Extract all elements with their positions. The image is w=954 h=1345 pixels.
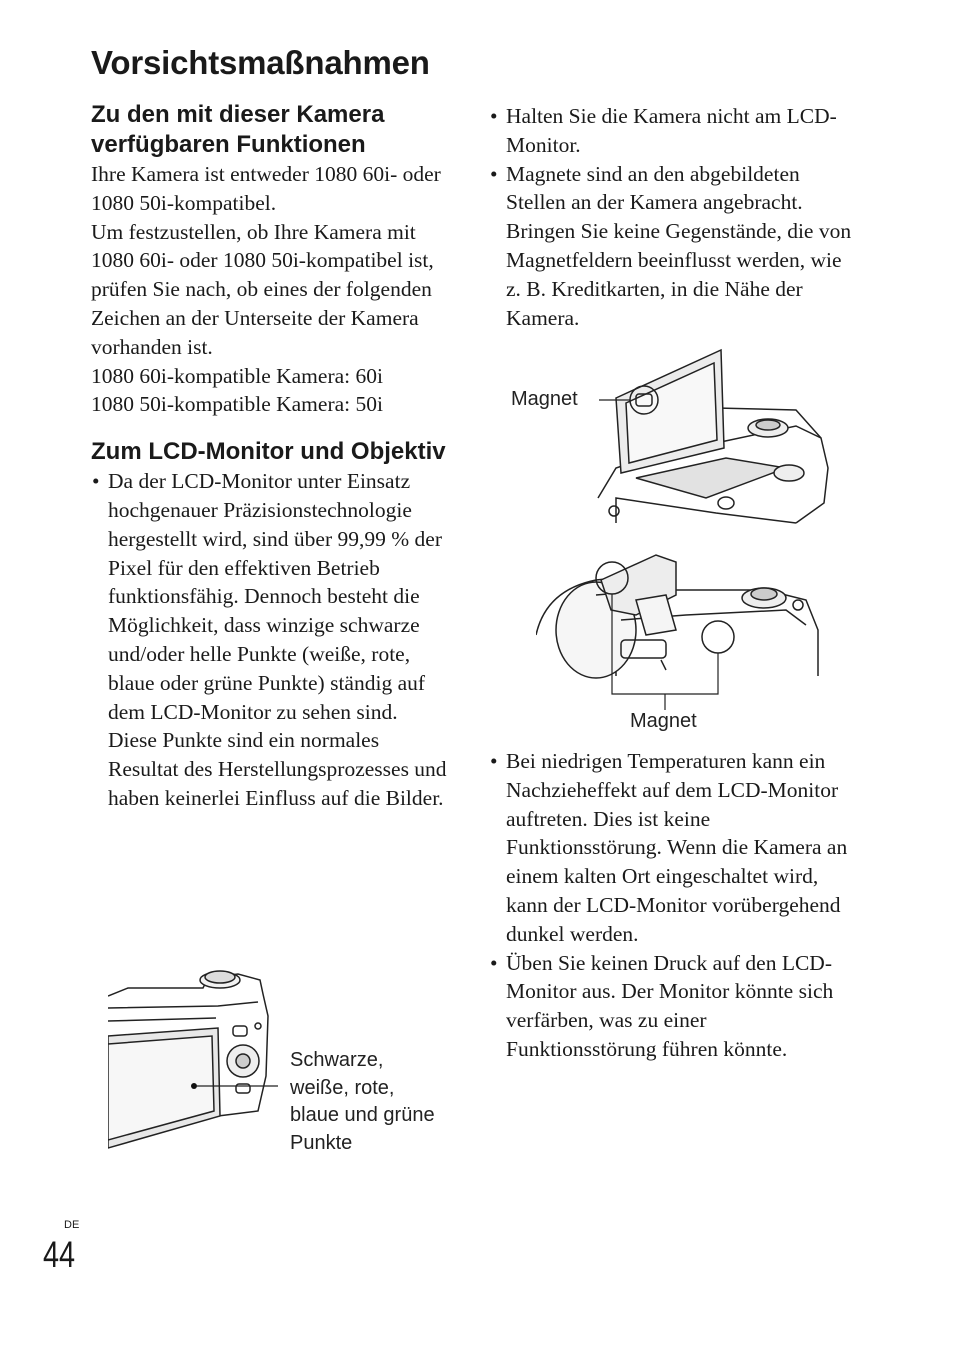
language-code: DE bbox=[64, 1219, 80, 1231]
dots-figure-label: Schwarze, weiße, rote, blaue und grüne Punkte bbox=[290, 1049, 435, 1154]
section-heading-functions: Zu den mit dieser Kamera verfügbaren Funktionen bbox=[91, 101, 385, 158]
magnet-label-top: Magnet bbox=[511, 388, 578, 410]
camera-tilted-monitor-illustration bbox=[596, 348, 852, 528]
paragraph: Ihre Kamera ist entweder 1080 60i- oder 1080 50i-kompatibel. bbox=[91, 162, 441, 215]
left-column bbox=[91, 100, 451, 813]
right-column-top bbox=[489, 102, 859, 332]
paragraph: 1080 50i-kompatible Kamera: 50i bbox=[91, 392, 383, 417]
right-column-bottom bbox=[489, 747, 859, 1064]
camera-lcd-dots-illustration bbox=[108, 966, 278, 1156]
paragraph: 1080 60i-kompatible Kamera: 60i bbox=[91, 363, 383, 388]
section-heading-lcd-monitor: Zum LCD-Monitor und Objektiv bbox=[91, 438, 446, 466]
list-item: • Üben Sie keinen Druck auf den LCD-Monitor aus. Der Monitor könnte sich verfärben, was zu einer Funktionsstörung führen könnte. bbox=[489, 949, 859, 1064]
camera-flash-illustration bbox=[536, 550, 821, 725]
page-number: 44 bbox=[43, 1234, 76, 1275]
bullet-list bbox=[91, 467, 451, 813]
bullet-list bbox=[489, 747, 859, 1064]
paragraph: Um festzustellen, ob Ihre Kamera mit 1080 60i- oder 1080 50i-kompatibel ist, prüfen Sie nach, ob eines der folgenden Zeichen an der Unterseite der Kamera vorhanden ist. bbox=[91, 219, 434, 359]
bullet-list bbox=[489, 102, 859, 332]
list-item: • Magnete sind an den abgebildeten Stellen an der Kamera angebracht. Bringen Sie keine Gegenstände, die von Magnetfeldern beeinflusst werden, wie z. B. Kreditkarten, in die Nähe der Kamera. bbox=[489, 160, 859, 333]
list-item: • Bei niedrigen Temperaturen kann ein Nachzieheffekt auf dem LCD-Monitor auftreten. Dies ist keine Funktionsstörung. Wenn die Kamera an einem kalten Ort eingeschaltet wird, kann der LCD-Monitor vorübergehend dunkel werden. bbox=[489, 747, 859, 949]
list-item: • Da der LCD-Monitor unter Einsatz hochgenauer Präzisionstechnologie hergestellt wird, sind über 99,99 % der Pixel für den effektiven Betrieb funktionsfähig. Dennoch besteht die Möglichkeit, dass winzige schwarze und/oder helle Punkte (weiße, rote, blaue oder grüne Punkte) ständig auf dem LCD-Monitor zu sehen sind. Diese Punkte sind ein normales Resultat des Herstellungsprozesses und haben keinerlei Einfluss auf die Bilder. bbox=[91, 467, 451, 813]
magnet-label-bottom: Magnet bbox=[630, 710, 697, 732]
list-item: • Halten Sie die Kamera nicht am LCD-Monitor. bbox=[489, 102, 859, 160]
page-title: Vorsichtsmaßnahmen bbox=[91, 44, 430, 81]
